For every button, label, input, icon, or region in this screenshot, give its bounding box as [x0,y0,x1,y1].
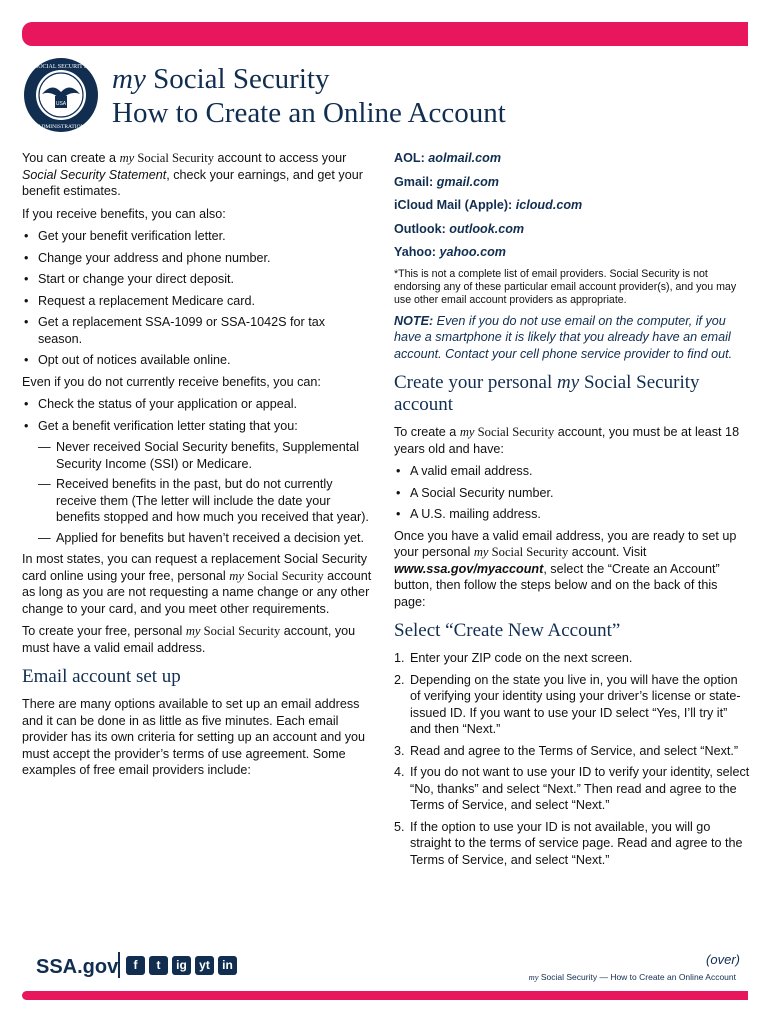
receive-lead: If you receive benefits, you can also: [22,206,226,221]
requirements-paragraph: To create a my Social Security account, you must be at least 18 years old and have: [394,425,740,456]
email-provider-gmail: Gmail: gmail.com [394,174,499,189]
list-item: — Applied for benefits but haven’t received a decision yet. [40,530,372,547]
step-item: 3. Read and agree to the Terms of Service, and select “Next.” [394,743,739,758]
footer-title: my Social Security — How to Create an Online Account [528,972,736,982]
steps-list [394,650,750,868]
email-setup-paragraph: There are many options available to set up an email address and it can be done in as little as five minutes. Each email provider has its own criteria for setting up an account and you must accept the provider’s terms of use agreement. Some examples of free email providers include: [22,697,366,777]
list-item: — Received benefits in the past, but do not currently receive them (The letter will include the date your benefits stopped and how much you received that year). [40,476,372,526]
page-title: my Social Security How to Create an Online Account [112,63,506,129]
list-item: • Change your address and phone number. [22,250,372,267]
create-account-paragraph: To create your free, personal my Social Security account, you must have a valid email address. [22,624,356,655]
create-account-heading: Create your personal my Social Security account [394,372,700,415]
step-item: 2. Depending on the state you live in, you will have the option of verifying your identity using your driver’s license or state-issued ID. If you want to use your ID select “Yes, I’ll try it” and then “Next.” [394,672,741,736]
not-receive-lead: Even if you do not currently receive benefits, you can: [22,374,321,389]
list-item: • Get a benefit verification letter stating that you: [22,418,372,435]
right-column [394,150,750,873]
footer-divider [118,952,120,978]
step-item: 5. If the option to use your ID is not available, you will go straight to the terms of service page. Read and agree to the Terms of Service, and select “Next.” [394,819,743,867]
list-item: — Never received Social Security benefits, Supplemental Security Income (SSI) or Medicare. [40,439,372,472]
email-provider-icloud: iCloud Mail (Apple): icloud.com [394,198,583,212]
list-item: • Get your benefit verification letter. [22,228,372,245]
list-item: • Start or change your direct deposit. [22,271,372,288]
myaccount-link[interactable]: www.ssa.gov/myaccount [394,561,544,576]
youtube-icon[interactable]: yt [195,956,214,975]
list-item: • Opt out of notices available online. [22,352,372,369]
intro-paragraph: You can create a my Social Security account to access your Social Security Statement, check your earnings, and get your benefit estimates. [22,151,363,198]
facebook-icon[interactable]: f [126,956,145,975]
svg-text:ADMINISTRATION: ADMINISTRATION [37,124,85,130]
replacement-card-paragraph: In most states, you can request a replacement Social Security card online using your free, personal my Social Security account as long as you are not requesting a name change or any other change to your card, and you meet other requirements. [22,552,372,616]
top-accent-bar [22,22,748,46]
ssa-gov-link[interactable]: SSA.gov [36,956,119,978]
provider-disclaimer: *This is not a complete list of email providers. Social Security is not endorsing any of these particular email account provider(s), and you may use other email account providers as appropriate. [394,267,737,306]
svg-text:SOCIAL SECURITY: SOCIAL SECURITY [34,64,88,70]
requirements-list [394,463,750,523]
list-item: • Request a replacement Medicare card. [22,293,372,310]
twitter-icon[interactable]: t [149,956,168,975]
list-item: • A valid email address. [394,463,750,480]
list-item: • Get a replacement SSA-1099 or SSA-1042S for tax season. [22,314,372,347]
verification-letter-list [40,439,372,546]
list-item: • A U.S. mailing address. [394,506,750,523]
ssa-seal-logo [22,56,100,134]
not-receive-list [22,396,372,434]
ready-paragraph: Once you have a valid email address, you are ready to set up your personal my Social Security account. Visit www.ssa.gov/myaccount, select the “Create an Account” button, then follow the steps below and on the back of this page: [394,528,737,609]
over-label: (over) [706,952,740,967]
step-item: 1. Enter your ZIP code on the next screen. [394,651,633,665]
bottom-accent-bar [22,991,748,1000]
email-provider-aol: AOL: aolmail.com [394,151,502,165]
svg-text:USA: USA [55,101,67,107]
note-paragraph: NOTE: Even if you do not use email on the computer, if you have a smartphone it is likely that you already have an email account. Contact your cell phone service provider to find out. [394,313,733,361]
email-setup-heading: Email account set up [22,666,181,687]
list-item: • Check the status of your application or appeal. [22,396,372,413]
left-column [22,150,372,785]
select-create-heading: Select “Create New Account” [394,620,621,641]
email-provider-yahoo: Yahoo: yahoo.com [394,245,506,259]
email-provider-outlook: Outlook: outlook.com [394,221,525,236]
step-item: 4. If you do not want to use your ID to verify your identity, select “No, thanks” and select “Next.” Then read and agree to the Terms of Service, and select “Next.” [394,765,750,812]
receive-list [22,228,372,369]
social-links [126,956,237,975]
linkedin-icon[interactable]: in [218,956,237,975]
list-item: • A Social Security number. [394,485,750,502]
instagram-icon[interactable]: ig [172,956,191,975]
